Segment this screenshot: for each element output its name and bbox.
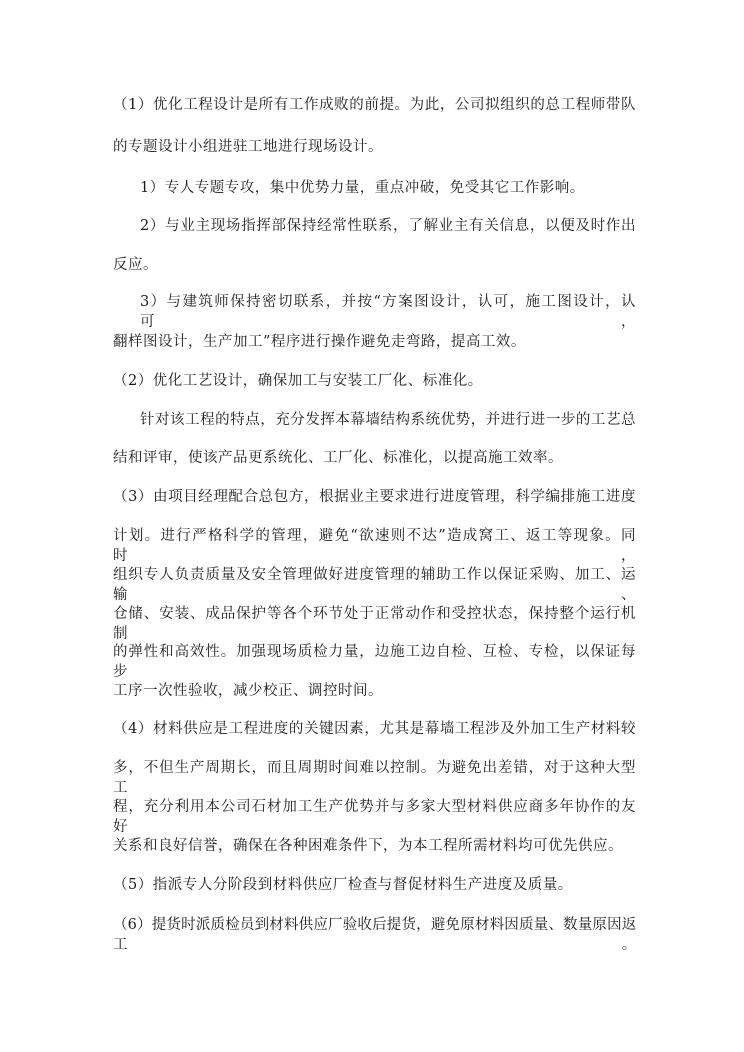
paragraph-7-line-6: 工序一次性验收，减少校正、调控时间。: [113, 683, 383, 699]
paragraph-6-line-1: 针对该工程的特点，充分发挥本幕墙结构系统优势，并进行进一步的工艺总: [140, 412, 636, 428]
paragraph-9-line-1: （5）指派专人分阶段到材料供应厂检查与督促材料生产进度及质量。: [113, 877, 573, 893]
paragraph-4-line-1: 3）与建筑师保持密切联系，并按“方案图设计，认可，施工图设计，认可，: [140, 294, 636, 330]
paragraph-1-line-1: （1）优化工程设计是所有工作成败的前提。为此，公司拟组织的总工程师带队: [113, 97, 636, 113]
paragraph-7-line-1: （3）由项目经理配合总包方，根据业主要求进行进度管理，科学编排施工进度: [113, 489, 636, 505]
paragraph-5-line-1: （2）优化工艺设计，确保加工与安装工厂化、标准化。: [113, 373, 483, 389]
paragraph-1-line-2: 的专题设计小组进驻工地进行现场设计。: [113, 139, 383, 155]
paragraph-3-line-2: 反应。: [113, 257, 158, 273]
paragraph-8-line-3: 程，充分利用本公司石材加工生产优势并与多家大型材料供应商多年协作的友好: [113, 799, 636, 835]
paragraph-8-line-2: 多，不但生产周期长，而且周期时间难以控制。为避免出差错，对于这种大型工: [113, 760, 636, 796]
paragraph-7-line-2: 计划。进行严格科学的管理，避免“欲速则不达”造成窝工、返工等现象。同时，: [113, 528, 636, 564]
paragraph-7-line-4: 仓储、安装、成品保护等各个环节处于正常动作和受控状态，保持整个运行机制: [113, 606, 636, 642]
paragraph-4-line-2: 翻样图设计，生产加工”程序进行操作避免走弯路，提高工效。: [113, 334, 526, 350]
paragraph-2-line-1: 1）专人专题专攻，集中优势力量，重点冲破，免受其它工作影响。: [140, 180, 585, 196]
paragraph-7-line-5: 的弹性和高效性。加强现场质检力量，边施工边自检、互检、专检，以保证每步: [113, 644, 636, 680]
paragraph-8-line-4: 关系和良好信誉，确保在各种困难条件下，为本工程所需材料均可优先供应。: [113, 838, 623, 854]
paragraph-10-line-1: （6）提货时派质检员到材料供应厂验收后提货，避免原材料因质量、数量原因返工。: [113, 917, 636, 953]
paragraph-8-line-1: （4）材料供应是工程进度的关键因素，尤其是幕墙工程涉及外加工生产材料较: [113, 721, 636, 737]
paragraph-6-line-2: 结和评审，使该产品更系统化、工厂化、标准化，以提高施工效率。: [113, 450, 563, 466]
paragraph-7-line-3: 组织专人负责质量及安全管理做好进度管理的辅助工作以保证采购、加工、运输、: [113, 567, 636, 603]
paragraph-3-line-1: 2）与业主现场指挥部保持经常性联系，了解业主有关信息，以便及时作出: [140, 218, 636, 234]
